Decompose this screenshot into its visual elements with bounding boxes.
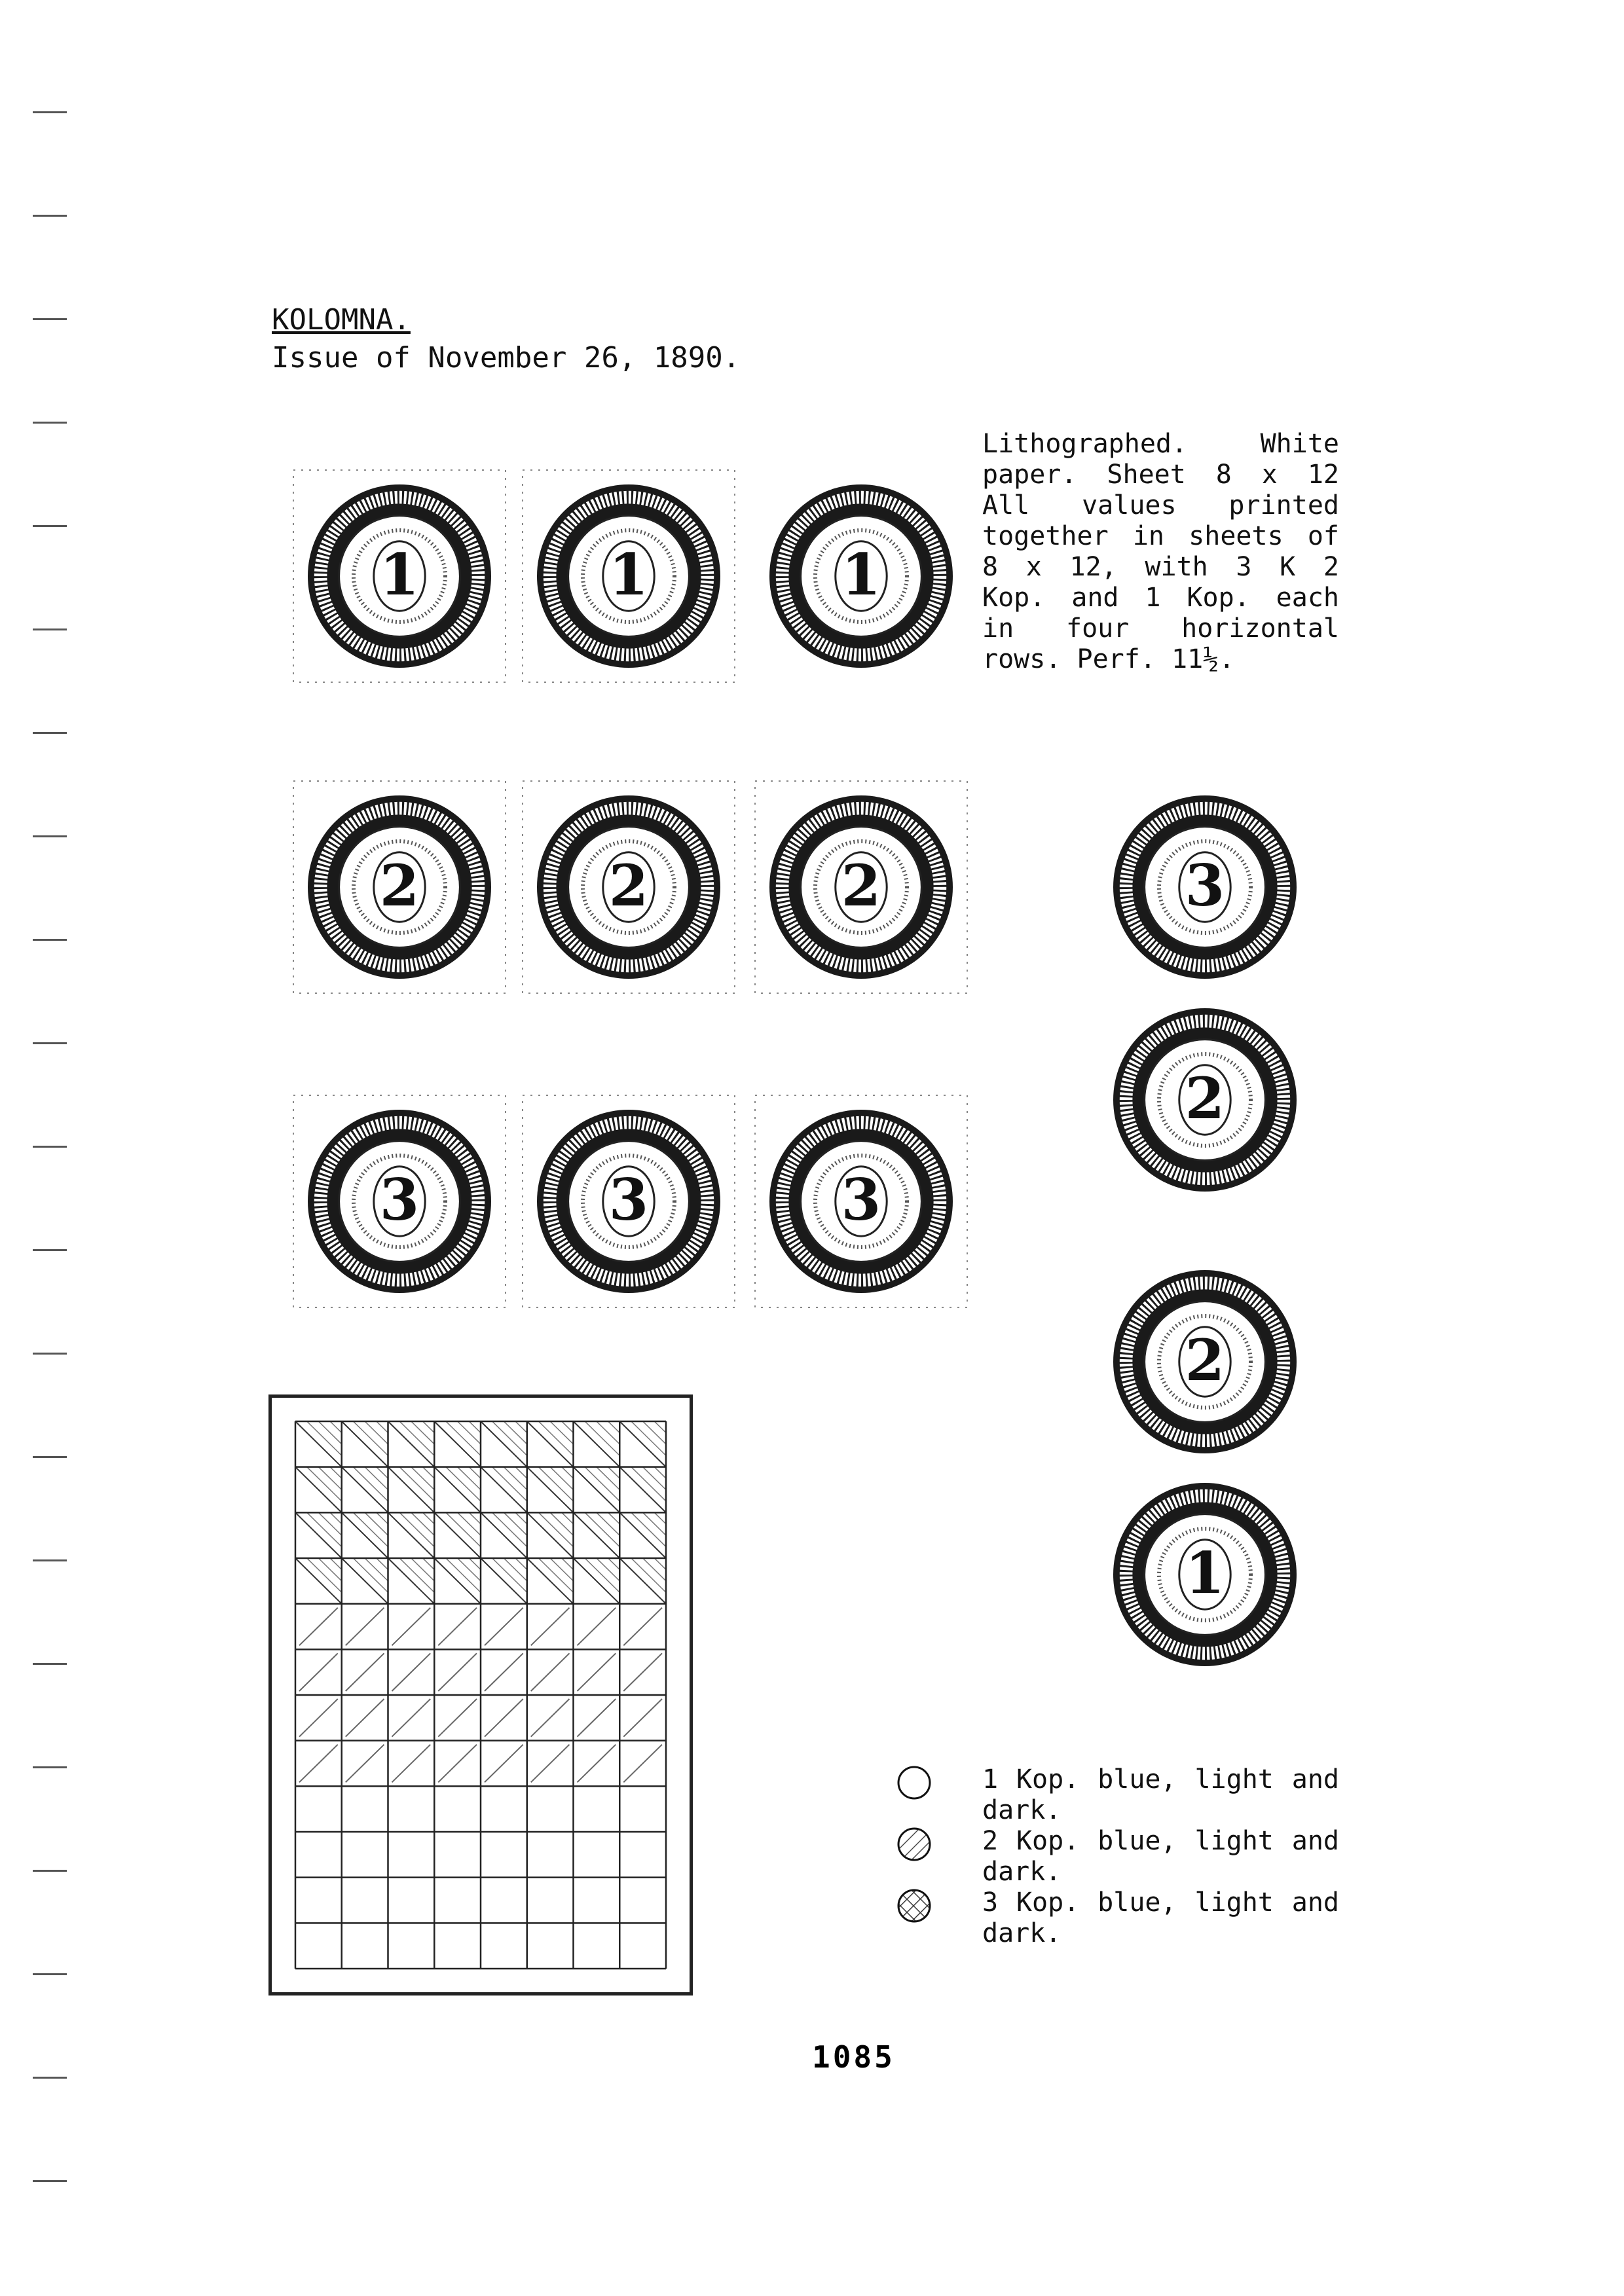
legend (884, 1764, 1339, 1949)
ring-mark (33, 1870, 67, 1872)
stamp-3-kop (750, 1090, 972, 1313)
legend-item-1kop (884, 1764, 1339, 1826)
legend-text: 1 Kop. blue, light and dark. (982, 1764, 1339, 1825)
stamp-value: 1 (841, 541, 881, 608)
legend-item-2kop (884, 1826, 1339, 1887)
ring-mark (33, 525, 67, 527)
stamp-value: 1 (379, 541, 420, 608)
stamp-3-kop (1094, 776, 1316, 998)
stamp-value: 2 (1185, 1327, 1225, 1394)
sheet-layout-diagram (268, 1394, 693, 1995)
open-circle-icon (896, 1764, 932, 1801)
ring-binding-marks (33, 111, 72, 2174)
ring-mark (33, 835, 67, 837)
stamp-2-kop (288, 776, 511, 998)
ring-mark (33, 939, 67, 941)
stamp-value: 2 (608, 852, 649, 919)
stamp-3-kop (517, 1090, 740, 1313)
stamp-value: 2 (1185, 1065, 1225, 1132)
stamp-value: 1 (1185, 1540, 1225, 1607)
ring-mark (33, 1559, 67, 1561)
ring-mark (33, 318, 67, 320)
ring-mark (33, 1042, 67, 1044)
stamp-2-kop (1094, 1250, 1316, 1473)
ring-mark (33, 111, 67, 113)
ring-mark (33, 2180, 67, 2182)
stamp-2-kop (517, 776, 740, 998)
legend-text: 3 Kop. blue, light and dark. (982, 1887, 1339, 1948)
stamp-value: 3 (379, 1167, 420, 1233)
stamp-1-kop (517, 465, 740, 687)
ring-mark (33, 1146, 67, 1148)
stamp-2-kop (750, 776, 972, 998)
ring-mark (33, 1249, 67, 1251)
stamp-value: 3 (608, 1167, 649, 1233)
page-heading (272, 301, 740, 377)
ring-mark (33, 215, 67, 217)
stamp-1-kop (1094, 1463, 1316, 1686)
ring-mark (33, 1973, 67, 1975)
page-number: 1085 (812, 2039, 895, 2075)
stamp-value: 3 (841, 1167, 881, 1233)
ring-mark (33, 629, 67, 630)
ring-mark (33, 1663, 67, 1665)
ring-mark (33, 422, 67, 424)
issue-description: Lithographed. White paper. Sheet 8 x 12 All values printed together in sheets of 8 x 12, with 3 K 2 Kop. and 1 Kop. each in four horizontal rows. Perf. 11½. (982, 429, 1339, 674)
stamp-value: 1 (608, 541, 649, 608)
stamp-2-kop (1094, 989, 1316, 1211)
ring-mark (33, 1456, 67, 1458)
ring-mark (33, 2077, 67, 2079)
place-title: KOLOMNA. (272, 303, 411, 337)
stamp-1-kop (750, 465, 972, 687)
single-hatched-circle-icon (896, 1826, 932, 1863)
issue-date: Issue of November 26, 1890. (272, 341, 741, 374)
sheet-grid (272, 1398, 690, 1992)
stamp-3-kop (288, 1090, 511, 1313)
stamp-value: 2 (379, 852, 420, 919)
ring-mark (33, 1353, 67, 1355)
ring-mark (33, 732, 67, 734)
legend-text: 2 Kop. blue, light and dark. (982, 1826, 1339, 1887)
cross-hatched-circle-icon (896, 1887, 932, 1924)
ring-mark (33, 1766, 67, 1768)
stamp-value: 3 (1185, 852, 1225, 919)
stamp-1-kop (288, 465, 511, 687)
stamp-value: 2 (841, 852, 881, 919)
legend-item-3kop (884, 1887, 1339, 1949)
